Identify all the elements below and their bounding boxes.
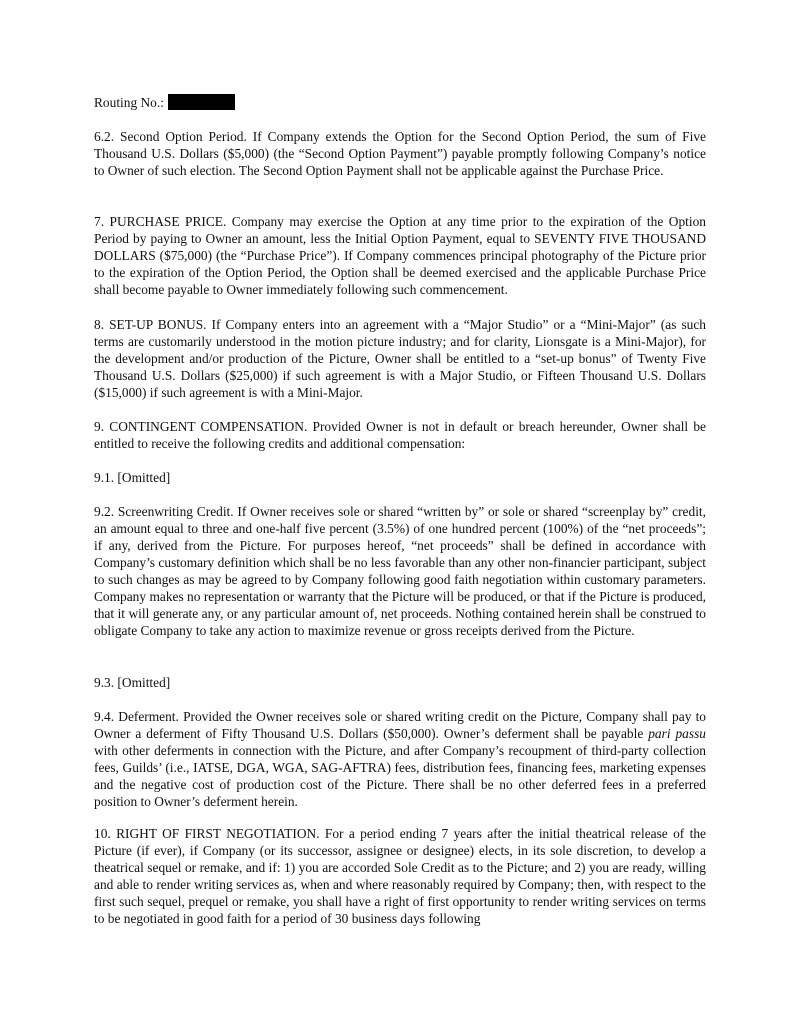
pari-passu-italic: pari passu [648,726,706,741]
routing-number-line [94,94,235,111]
routing-label: Routing No.: [94,95,164,110]
section-6-2-second-option-period: 6.2. Second Option Period. If Company extends the Option for the Second Option Period, the sum of Five Thousand U.S. Dollars ($5,000) (the “Second Option Payment”) payable promptly following Company’s notice to Owner of such election. The Second Option Payment shall not be applicable against the Purchase Price. [94,129,706,178]
deferment-text-end: with other deferments in connection with the Picture, and after Company’s recoupment of third-party collection fees, Guilds’ (i.e., IATSE, DGA, WGA, SAG-AFTRA) fees, distribution fees, financing fees, marketing expenses and the negative cost of production cost of the Picture. There shall be no other deferred fees in a preferred position to Owner’s deferment herein. [94,743,706,809]
section-9-2-screenwriting-credit: 9.2. Screenwriting Credit. If Owner receives sole or shared “written by” or sole or shared “screenplay by” credit, an amount equal to three and one-half five percent (3.5%) of one hundred percent (100%) of the “net proceeds”; if any, derived from the Picture. For purposes hereof, “net proceeds” shall be defined in accordance with Company’s customary definition which shall be no less favorable than any other non-financier participant, subject to such changes as may be agreed to by Company following good faith negotiation within customary parameters. Company makes no representation or warranty that the Picture will be produced, or that if the Picture is produced, that it will generate any, or any particular amount of, net proceeds. Nothing contained herein shall be construed to obligate Company to take any action to maximize revenue or gross receipts derived from the Picture. [94,504,706,638]
section-9-contingent-compensation: 9. CONTINGENT COMPENSATION. Provided Owner is not in default or breach hereunder, Owner shall be entitled to receive the following credits and additional compensation: [94,419,706,451]
section-10-right-of-first-negotiation: 10. RIGHT OF FIRST NEGOTIATION. For a period ending 7 years after the initial theatrical release of the Picture (if ever), if Company (or its successor, assignee or designee) elects, in its sole discretion, to develop a theatrical sequel or remake, and if: 1) you are accorded Sole Credit as to the Picture; and 2) you are ready, willing and able to render writing services as, when and where reasonably required by Company; then, with respect to the first such sequel, prequel or remake, you shall have a right of first opportunity to render writing services on terms to be negotiated in good faith for a period of 30 business days following [94,826,706,926]
section-9-1-omitted: 9.1. [Omitted] [94,470,171,485]
section-9-4-deferment [94,708,706,810]
section-8-set-up-bonus: 8. SET-UP BONUS. If Company enters into an agreement with a “Major Studio” or a “Mini-Major” (as such terms are customarily understood in the motion picture industry; and for clarity, Lionsgate is a Mini-Major), for the development and/or production of the Picture, Owner shall be entitled to a “set-up bonus” of Twenty Five Thousand U.S. Dollars ($25,000) if such agreement is with a Major Studio, or Fifteen Thousand U.S. Dollars ($15,000) if such agreement is with a Mini-Major. [94,317,706,400]
deferment-text-start: 9.4. Deferment. Provided the Owner receives sole or shared writing credit on the Picture, Company shall pay to Owner a deferment of Fifty Thousand U.S. Dollars ($50,000). Owner’s deferment shall be payable [94,709,706,741]
redaction-box [168,94,235,110]
section-9-3-omitted: 9.3. [Omitted] [94,675,171,690]
section-7-purchase-price: 7. PURCHASE PRICE. Company may exercise the Option at any time prior to the expiration of the Option Period by paying to Owner an amount, less the Initial Option Payment, equal to SEVENTY FIVE THOUSAND DOLLARS ($75,000) (the “Purchase Price”). If Company commences principal photography of the Picture prior to the expiration of the Option Period, the Option shall be deemed exercised and the applicable Purchase Price shall become payable to Owner immediately following such commencement. [94,214,706,297]
